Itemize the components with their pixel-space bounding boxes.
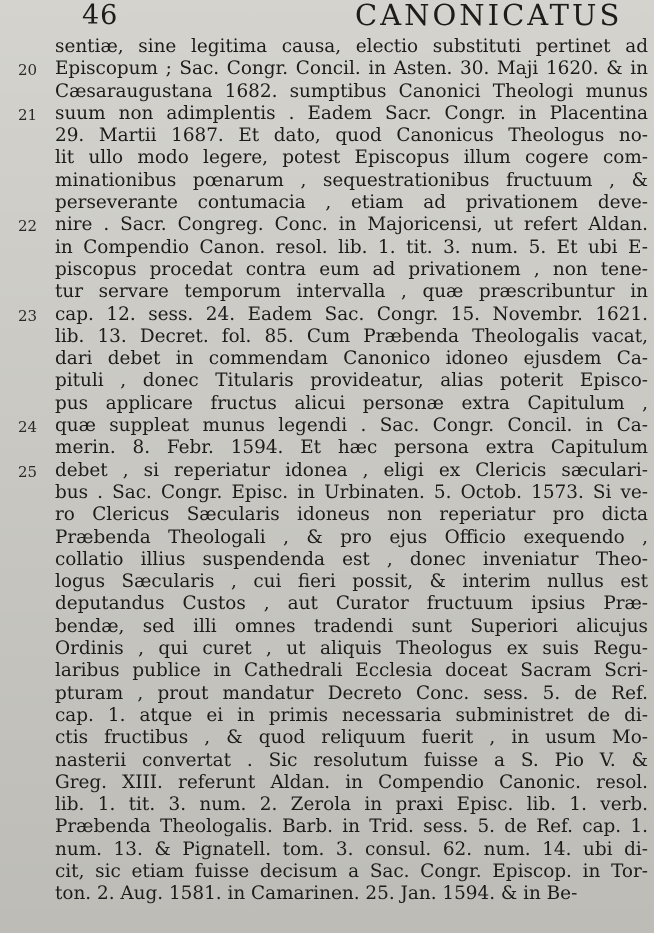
line-text: lib. 1. tit. 3. num. 2. Zerola in praxi Episc. lib. 1. verb. (55, 794, 648, 816)
line-text: Ordinis , qui curet , ut aliquis Theologus ex suis Regu- (55, 638, 648, 660)
line-text: suum non adimplentis . Eadem Sacr. Congr. in Placentina (55, 102, 648, 124)
line-text: cap. 12. sess. 24. Eadem Sac. Congr. 15. Novembr. 1621. (55, 303, 648, 325)
line-text: nire . Sacr. Congreg. Conc. in Majoricensi, ut refert Aldan. (55, 214, 648, 236)
text-line (0, 616, 654, 638)
text-line (0, 683, 654, 705)
text-line (0, 393, 654, 415)
text-line (0, 58, 654, 80)
text-line (0, 147, 654, 169)
line-text: Præbenda Theologali , & pro ejus Officio exequendo , (55, 526, 648, 548)
text-line (0, 125, 654, 147)
line-text: ro Clericus Sæcularis idoneus non reperiatur pro dicta (55, 504, 648, 526)
line-text: ctis fructibus , & quod reliquum fuerit , in usum Mo- (55, 727, 648, 749)
line-text: 29. Martii 1687. Et dato, quod Canonicus Theologus no- (55, 125, 648, 147)
line-text: pturam , prout mandatur Decreto Conc. sess. 5. de Ref. (55, 682, 648, 704)
text-line (0, 192, 654, 214)
text-line (0, 794, 654, 816)
line-text: bus . Sac. Congr. Episc. in Urbinaten. 5. Octob. 1573. Si ve- (55, 481, 648, 503)
text-line (0, 237, 654, 259)
line-text: ton. 2. Aug. 1581. in Camarinen. 25. Jan. 1594. & in Be- (55, 883, 578, 905)
body-text (0, 36, 654, 906)
line-text: perseverante contumacia , etiam ad privationem deve- (55, 192, 648, 214)
text-line (0, 326, 654, 348)
line-text: collatio illius suspendenda est , donec inveniatur Theo- (55, 548, 648, 570)
line-text: cap. 1. atque ei in primis necessaria subministret de di- (55, 704, 648, 726)
text-line (0, 593, 654, 615)
text-line (0, 816, 654, 838)
text-line (0, 705, 654, 727)
line-text: sentiæ, sine legitima causa, electio substituti pertinet ad (55, 36, 648, 57)
line-text: Cæsaraugustana 1682. sumptibus Canonici Theologi munus (55, 80, 648, 102)
line-text: deputandus Custos , aut Curator fructuum ipsius Præ- (55, 593, 648, 615)
margin-number: 24 (18, 418, 38, 437)
line-text: minationibus pœnarum , sequestrationibus fructuum , & (55, 169, 648, 191)
text-line (0, 214, 654, 236)
line-text: cit, sic etiam fuisse decisum a Sac. Congr. Episcop. in Tor- (55, 860, 648, 882)
text-line (0, 571, 654, 593)
page-number: 46 (82, 0, 119, 31)
line-text: nasterii convertat . Sic resolutum fuisse a S. Pio V. & (55, 749, 648, 771)
text-line (0, 81, 654, 103)
line-text: merin. 8. Febr. 1594. Et hæc persona extra Capitulum (55, 437, 648, 459)
text-line (0, 527, 654, 549)
line-text: pituli , donec Titularis provideatur, alias poterit Episco- (55, 370, 648, 392)
text-line (0, 259, 654, 281)
page-header (0, 0, 654, 36)
text-line (0, 638, 654, 660)
text-line (0, 839, 654, 861)
margin-number: 25 (18, 462, 38, 481)
text-line (0, 482, 654, 504)
line-text: tur servare temporum intervalla , quæ præscribuntur in (55, 281, 648, 303)
text-line (0, 772, 654, 794)
text-line (0, 415, 654, 437)
line-text: debet , si reperiatur idonea , eligi ex Clericis sæculari- (55, 459, 648, 481)
line-text: laribus publice in Cathedrali Ecclesia doceat Sacram Scri- (55, 660, 648, 682)
text-line (0, 861, 654, 883)
line-text: lib. 13. Decret. fol. 85. Cum Præbenda Theologalis vacat, (55, 325, 648, 347)
line-text: dari debet in commendam Canonico idoneo ejusdem Ca- (55, 348, 648, 370)
line-text: Greg. XIII. referunt Aldan. in Compendio Canonic. resol. (55, 771, 648, 793)
line-text: lit ullo modo legere, potest Episcopus illum cogere com- (55, 147, 648, 169)
line-text: piscopus procedat contra eum ad privationem , non tene- (55, 258, 648, 280)
text-line (0, 750, 654, 772)
text-line (0, 348, 654, 370)
text-line (0, 370, 654, 392)
line-text: Episcopum ; Sac. Congr. Concil. in Asten. 30. Maji 1620. & in (55, 58, 648, 80)
text-line (0, 883, 654, 905)
margin-number: 21 (18, 105, 38, 124)
text-line (0, 103, 654, 125)
text-line (0, 36, 654, 58)
text-line (0, 504, 654, 526)
margin-number: 22 (18, 217, 38, 236)
line-text: in Compendio Canon. resol. lib. 1. tit. 3. num. 5. Et ubi E- (55, 236, 648, 258)
running-title: CANONICATUS (355, 0, 623, 32)
text-line (0, 304, 654, 326)
text-line (0, 549, 654, 571)
line-text: quæ suppleat munus legendi . Sac. Congr. Concil. in Ca- (55, 415, 648, 437)
line-text: num. 13. & Pignatell. tom. 3. consul. 62. num. 14. ubi di- (55, 838, 648, 860)
text-line (0, 170, 654, 192)
line-text: pus applicare fructus alicui personæ extra Capitulum , (55, 392, 648, 414)
text-line (0, 281, 654, 303)
margin-number: 20 (18, 61, 38, 80)
text-line (0, 660, 654, 682)
margin-number: 23 (18, 306, 38, 325)
text-line (0, 437, 654, 459)
text-line (0, 460, 654, 482)
text-line (0, 727, 654, 749)
line-text: Præbenda Theologalis. Barb. in Trid. sess. 5. de Ref. cap. 1. (55, 816, 648, 838)
line-text: bendæ, sed illi omnes tradendi sunt Superiori alicujus (55, 615, 648, 637)
line-text: logus Sæcularis , cui fieri possit, & interim nullus est (55, 571, 648, 593)
